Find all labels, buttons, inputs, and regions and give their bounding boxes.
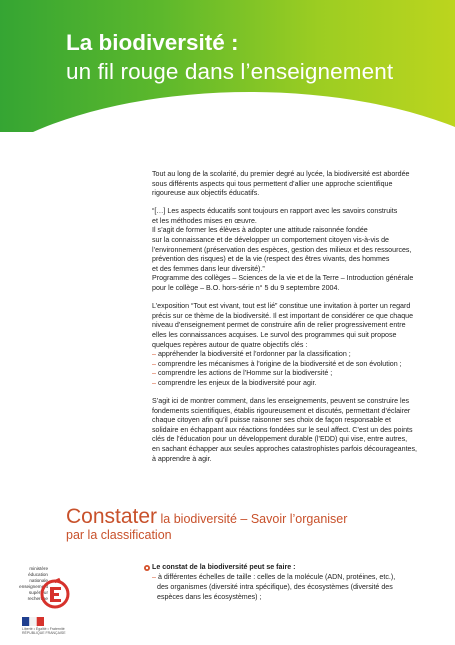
header-banner xyxy=(0,0,455,132)
intro-text xyxy=(152,170,424,473)
motto-line: RÉPUBLIQUE FRANÇAISE xyxy=(22,631,66,635)
logo-line: recherche xyxy=(27,596,48,601)
dash-marker: – xyxy=(152,573,156,581)
objective-item xyxy=(152,379,424,389)
logo-line: ministère xyxy=(29,566,48,571)
motto-line: Liberté • Égalité • Fraternité xyxy=(22,627,65,631)
intro-quote xyxy=(152,207,424,293)
text-line: solidaire en échappant aux réactions fondées sur le seul affect. C’est un des points xyxy=(152,425,413,434)
bullet-item-continued: espèces dans les écosystèmes) ; xyxy=(157,593,262,601)
text-line: pour le collège – B.O. hors-série n° 5 du 9 septembre 2004. xyxy=(152,284,340,293)
logo-line: supérieur xyxy=(28,590,48,595)
section-heading-rest: la biodiversité – Savoir l’organiser xyxy=(157,512,348,526)
text-line: à apprendre à agir. xyxy=(152,454,212,463)
text-line: clés de l’éducation pour un développement durable (l’EDD) qui vise, entre autres, xyxy=(152,435,408,444)
header-curve xyxy=(0,92,455,132)
text-line: sur la connaissance et de développer un comportement citoyen vis-à-vis de xyxy=(152,236,389,245)
text-line: fondements scientifiques, établis rigoureusement et discutés, permettant d’éclairer xyxy=(152,406,411,415)
objective-text: appréhender la biodiversité et l’ordonner par la classification ; xyxy=(157,350,351,359)
dash-marker: – xyxy=(152,378,156,387)
text-line: Tout au long de la scolarité, du premier degré au lycée, la biodiversité est abordée xyxy=(152,170,410,178)
section-heading-sub: par la classification xyxy=(66,528,172,542)
text-line: elles les connaissances acquises. Le survol des programmes qui suit propose xyxy=(152,330,397,339)
logo-line: nationale xyxy=(29,578,48,583)
objective-item xyxy=(152,369,424,379)
section-heading xyxy=(66,506,347,528)
text-line: en sachant échapper aux seules approches catastrophistes parfois décourageantes, xyxy=(152,444,418,453)
text-line: et des femmes dans leur diversité).” xyxy=(152,264,265,273)
page-title: La biodiversité : xyxy=(66,30,239,55)
text-line: “[…] Les aspects éducatifs sont toujours en rapport avec les savoirs construits xyxy=(152,207,398,216)
bullet-item xyxy=(152,573,395,583)
objective-item xyxy=(152,360,424,370)
text-line: quelques repères autour de quatre objectifs clés : xyxy=(152,340,308,349)
bullet-icon xyxy=(144,565,150,571)
section-heading-main: Constater xyxy=(66,505,158,528)
republic-motto xyxy=(22,627,66,635)
dash-marker: – xyxy=(152,350,156,359)
intro-paragraph-4 xyxy=(152,397,424,464)
bullet-item-continued: des organismes (diversité intra spécifique), des écosystèmes (diversité des xyxy=(157,583,393,591)
text-line: rigoureuse aux objectifs éducatifs. xyxy=(152,189,260,198)
text-line: et les méthodes mises en œuvre. xyxy=(152,216,257,225)
text-line: précis sur ce thème de la biodiversité. Il est important de considérer ce que chaque xyxy=(152,311,414,320)
bullet-item-text: à différentes échelles de taille : celles de la molécule (ADN, protéines, etc.), xyxy=(157,573,396,581)
french-flag-icon xyxy=(22,617,44,626)
objective-text: comprendre les enjeux de la biodiversité pour agir. xyxy=(157,378,317,387)
text-line: l’environnement (préservation des espèces, gestion des milieux et des ressources, xyxy=(152,245,412,254)
text-line: chaque citoyen afin qu’il puisse raisonner ses choix de façon responsable et xyxy=(152,416,391,425)
text-line: Programme des collèges – Sciences de la vie et de la Terre – Introduction générale xyxy=(152,274,414,283)
page-subtitle: un fil rouge dans l’enseignement xyxy=(66,59,394,84)
bullet-heading: Le constat de la biodiversité peut se faire : xyxy=(152,563,296,571)
objective-text: comprendre les mécanismes à l’origine de la biodiversité et de son évolution ; xyxy=(157,359,402,368)
intro-paragraph-3 xyxy=(152,302,424,388)
logo-line: éducation xyxy=(28,572,48,577)
objective-item xyxy=(152,350,424,360)
text-line: Il s’agit de former les élèves à adopter une attitude raisonnée fondée xyxy=(152,226,368,235)
objective-text: comprendre les actions de l’Homme sur la biodiversité ; xyxy=(157,369,333,378)
text-line: prévention des risques) et de la vie (respect des êtres vivants, des hommes xyxy=(152,255,390,264)
text-line: S’agit ici de montrer comment, dans les enseignements, peuvent se construire les xyxy=(152,396,410,405)
ministry-logo-icon xyxy=(40,572,70,612)
dash-marker: – xyxy=(152,369,156,378)
logo-line: enseignement xyxy=(19,584,48,589)
text-line: sous différents aspects qui tous permettent d’allier une approche scientifique xyxy=(152,179,393,188)
text-line: niveau d’enseignement permet de construire afin de relier progressivement entre xyxy=(152,321,406,330)
text-line: L’exposition “Tout est vivant, tout est lié” constitue une invitation à porter un regard xyxy=(152,302,411,311)
dash-marker: – xyxy=(152,359,156,368)
intro-paragraph-1 xyxy=(152,170,424,199)
